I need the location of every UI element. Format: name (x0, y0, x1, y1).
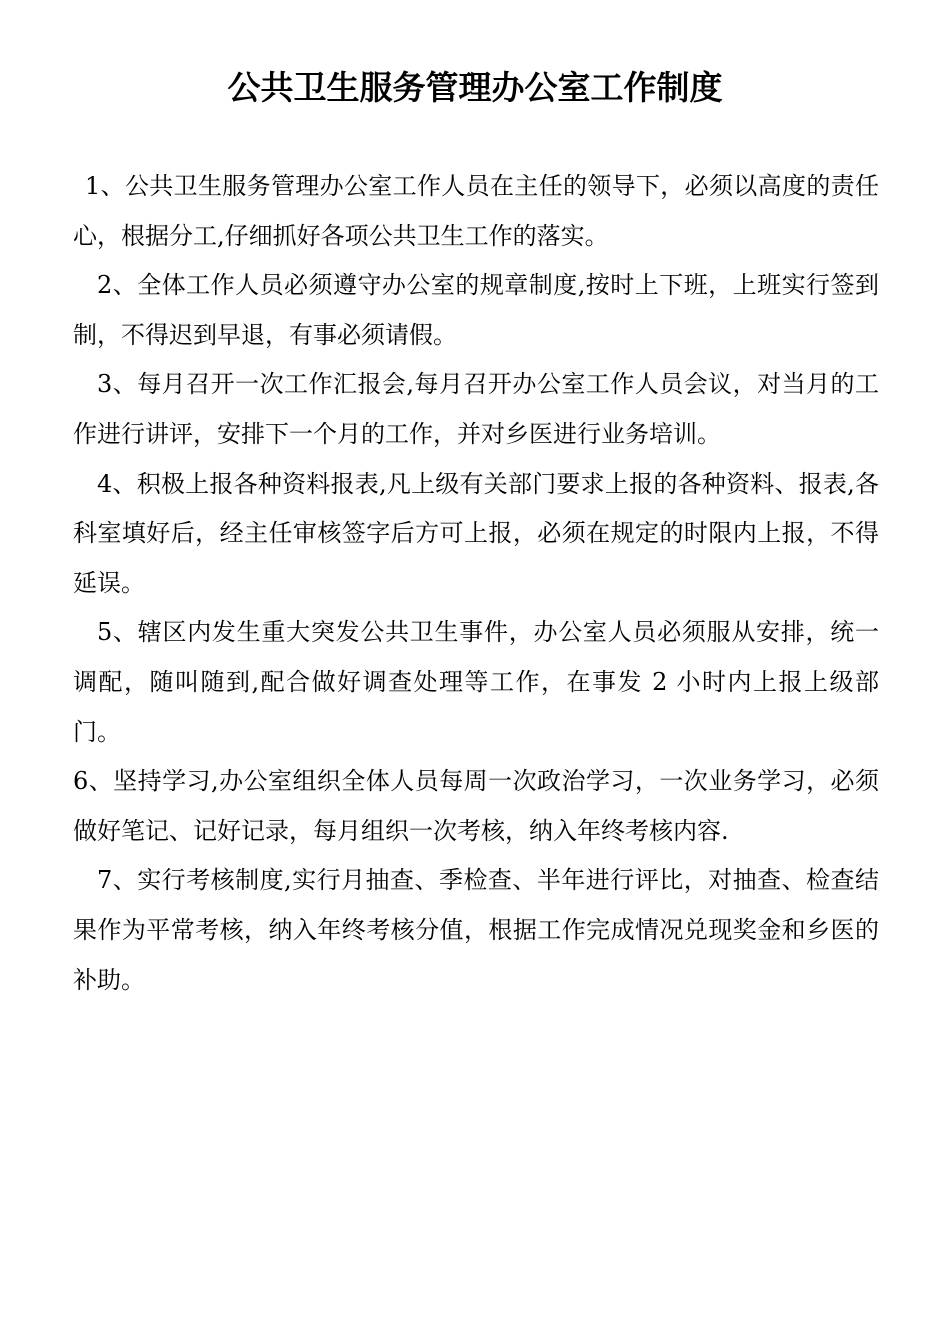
paragraph-3: 3、每月召开一次工作汇报会,每月召开办公室工作人员会议，对当月的工作进行讲评，安排下一个月的工作，并对乡医进行业务培训。 (73, 370, 879, 448)
paragraph-7: 7、实行考核制度,实行月抽查、季检查、半年进行评比，对抽查、检查结果作为平常考核，纳入年终考核分值，根据工作完成情况兑现奖金和乡医的补助。 (73, 866, 879, 994)
document-title: 公共卫生服务管理办公室工作制度 (227, 68, 723, 107)
paragraph-5: 5、辖区内发生重大突发公共卫生事件，办公室人员必须服从安排，统一调配，随叫随到,配合做好调查处理等工作，在事发 2 小时内上报上级部门。 (73, 618, 879, 746)
paragraph-6: 6、坚持学习,办公室组织全体人员每周一次政治学习，一次业务学习，必须做好笔记、记好记录，每月组织一次考核，纳入年终考核内容. (73, 767, 879, 845)
paragraph-1: 1、公共卫生服务管理办公室工作人员在主任的领导下，必须以高度的责任心，根据分工,仔细抓好各项公共卫生工作的落实。 (73, 172, 879, 250)
paragraph-4: 4、积极上报各种资料报表,凡上级有关部门要求上报的各种资料、报表,各科室填好后，经主任审核签字后方可上报，必须在规定的时限内上报，不得延误。 (73, 469, 879, 597)
paragraph-2: 2、全体工作人员必须遵守办公室的规章制度,按时上下班，上班实行签到制，不得迟到早退，有事必须请假。 (73, 271, 879, 349)
document-body (73, 162, 879, 1005)
